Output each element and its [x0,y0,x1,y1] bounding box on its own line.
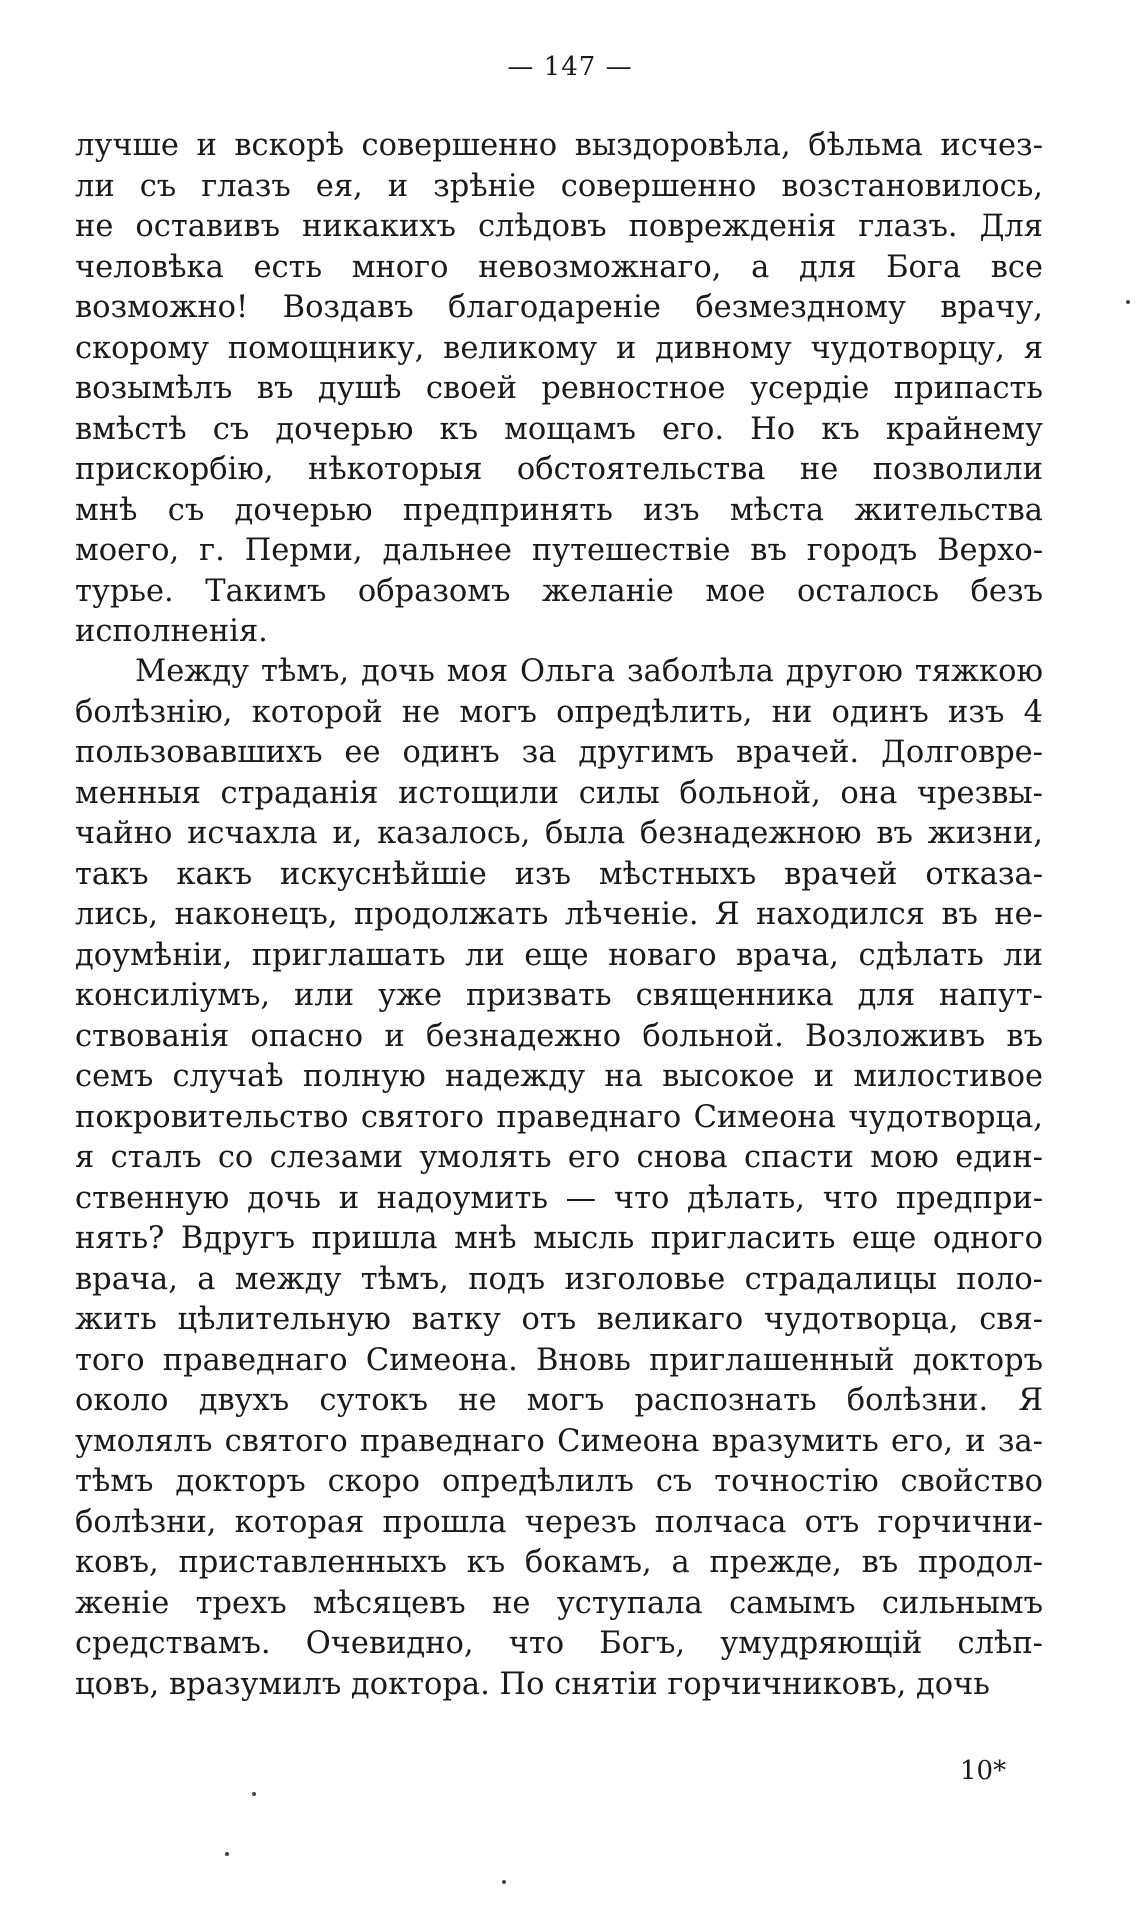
text-line: доумѣніи, приглашать ли еще новаго врача, сдѣлать ли [75,937,1043,973]
text-line: чайно исчахла и, казалось, была безнадежною въ жизни, [75,816,1043,851]
text-line: умолялъ святого праведнаго Симеона вразумить его, и за- [75,1423,1043,1459]
text-line: болѣзнію, которой не могъ опредѣлить, ни одинъ изъ 4 [75,694,1043,730]
text-line: такъ какъ искуснѣйшіе изъ мѣстныхъ врачей отказа- [75,856,1043,892]
page-number: — 147 — [507,52,633,82]
text-line: Между тѣмъ, дочь моя Ольга заболѣла другою тяжкою [135,654,1043,689]
text-line: врача, а между тѣмъ, подъ изголовье страдалицы поло- [75,1261,1043,1297]
text-line: ствованія опасно и безнадежно больной. Возложивъ въ [75,1018,1043,1054]
text-line: средствамъ. Очевидно, что Богъ, умудряющій слѣп- [75,1626,1043,1661]
text-line: покровительство святого праведнаго Симеона чудотворца, [75,1099,1043,1135]
text-line: прискорбію, нѣкоторыя обстоятельства не позволили [75,452,1043,487]
text-line: мнѣ съ дочерью предпринять изъ мѣста жительства [75,492,1043,528]
text-line: пользовавшихъ ее одинъ за другимъ врачей. Долговре- [75,735,1043,770]
text-line: лись, наконецъ, продолжать лѣченіе. Я находился въ не- [75,897,1043,932]
text-line: я сталъ со слезами умолять его снова спасти мою един- [75,1140,1043,1175]
paragraph-2 [75,652,1043,1705]
text-line: женіе трехъ мѣсяцевъ не уступала самымъ сильнымъ [75,1585,1043,1621]
scan-speck [1126,300,1130,304]
text-line: жить цѣлительную ватку отъ великаго чудотворца, свя- [75,1302,1043,1337]
text-line: возможно! Воздавъ благодареніе безмездному врачу, [75,290,1043,325]
text-line: ственную дочь и надоумить — что дѣлать, что предпри- [75,1180,1043,1216]
text-line: скорому помощнику, великому и дивному чудотворцу, я [75,330,1043,366]
signature-mark: 10* [960,1756,1007,1786]
text-line: моего, г. Перми, дальнее путешествіе въ городъ Верхо- [75,533,1043,568]
text-line: вмѣстѣ съ дочерью къ мощамъ его. Но къ крайнему [75,411,1043,447]
text-line: цовъ, вразумилъ доктора. По снятіи горчичниковъ, дочь [75,1666,990,1702]
text-line: исполненія. [75,614,268,649]
paragraph-1 [75,126,1043,653]
text-line: менныя страданія истощили силы больной, она чрезвы- [75,775,1043,811]
text-line: того праведнаго Симеона. Вновь приглашенный докторъ [75,1342,1043,1378]
text-line: семъ случаѣ полную надежду на высокое и милостивое [75,1059,1043,1094]
text-line: ли съ глазъ ея, и зрѣніе совершенно возстановилось, [75,168,1043,204]
text-line: не оставивъ никакихъ слѣдовъ поврежденія глазъ. Для [75,209,1043,244]
text-line: турье. Такимъ образомъ желаніе мое осталось безъ [75,573,1043,609]
text-line: тѣмъ докторъ скоро опредѣлилъ съ точностію свойство [75,1464,1043,1499]
scan-speck [252,1792,256,1796]
text-line: болѣзни, которая прошла черезъ полчаса отъ горчични- [75,1504,1043,1540]
text-line: лучше и вскорѣ совершенно выздоровѣла, бѣльма исчез- [75,128,1043,163]
text-line: около двухъ сутокъ не могъ распознать болѣзни. Я [75,1383,1043,1418]
text-line: возымѣлъ въ душѣ своей ревностное усердіе припасть [75,371,1043,406]
text-line: консиліумъ, или уже призвать священника для напут- [75,978,1043,1013]
scan-speck [502,1880,506,1884]
text-line: ковъ, приставленныхъ къ бокамъ, а прежде, въ продол- [75,1545,1043,1580]
scan-speck [225,1852,229,1856]
text-line: нять? Вдругъ пришла мнѣ мысль пригласить еще одного [75,1221,1043,1256]
text-line: человѣка есть много невозможнаго, а для Бога все [75,249,1043,285]
